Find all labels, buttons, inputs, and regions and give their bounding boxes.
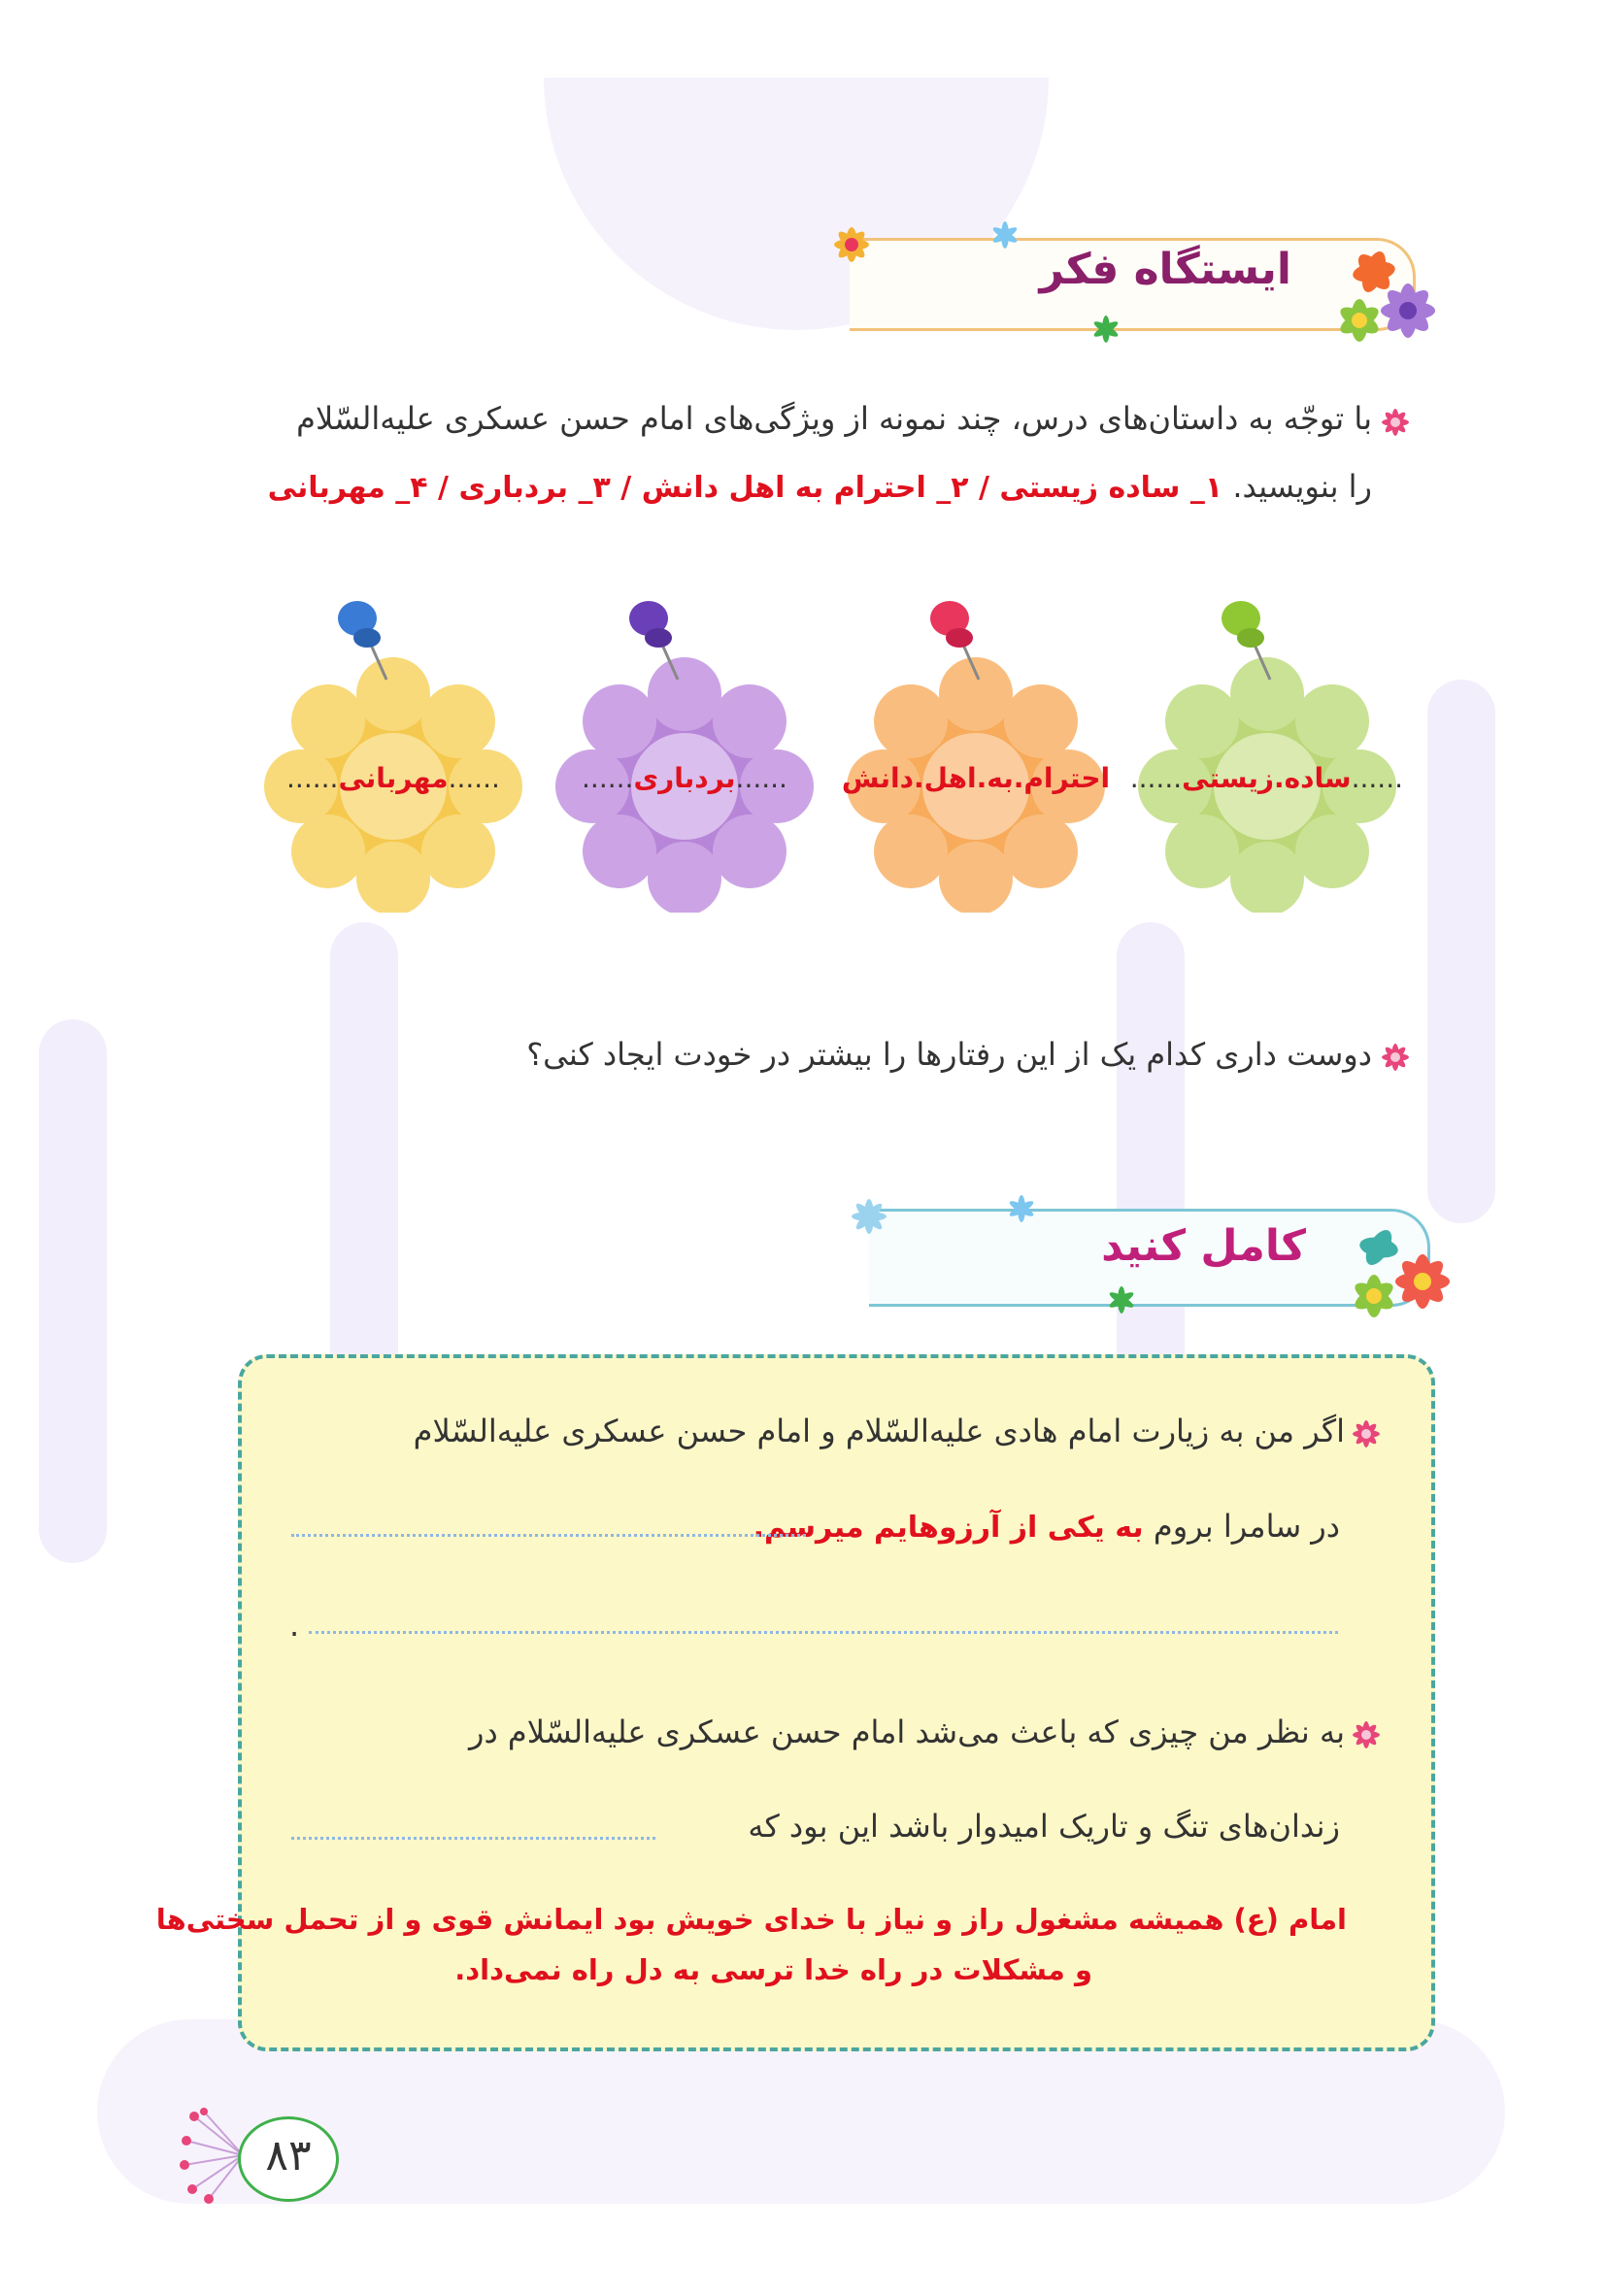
answer-dotted-line <box>291 1837 655 1840</box>
bullet-flower-icon <box>1379 1041 1412 1074</box>
dots: ...... <box>1129 762 1183 794</box>
pushpin-icon <box>330 597 398 684</box>
page-number: ۸۳ <box>265 2131 312 2180</box>
flower-label <box>257 762 529 794</box>
dots: ...... <box>735 762 787 794</box>
section1-title: ایستگاه فکر <box>1039 245 1291 294</box>
item1-answer: به یکی از آرزوهایم میرسم. <box>753 1511 1144 1545</box>
small-flower-icon <box>1105 1283 1138 1316</box>
answer-dotted-line <box>309 1631 1338 1634</box>
small-flower-icon <box>1005 1192 1038 1225</box>
item2-answer-line1: امام (ع) همیشه مشغول راز و نیاز با خدای خویش بود ایمانش قوی و از تحمل سختی‌ها <box>155 1903 1347 1936</box>
flower-label-text: بردباری <box>633 762 736 794</box>
item1-line1: اگر من به زیارت امام هادی علیه‌السّلام و امام حسن عسکری علیه‌السّلام <box>413 1413 1345 1449</box>
flower-label <box>549 762 820 794</box>
question1-line1: با توجّه به داستان‌های درس، چند نمونه از ویژگی‌های امام حسن عسکری علیه‌السّلام <box>296 400 1372 437</box>
item1-end: . <box>289 1607 300 1644</box>
flower-label-text: احترام.به.اهل.دانش <box>841 762 1111 794</box>
dots: ...... <box>448 762 500 794</box>
question1-line2-prefix: را بنویسید. <box>1232 468 1372 505</box>
pushpin-icon <box>621 597 689 684</box>
bullet-flower-icon <box>1350 1718 1383 1751</box>
pushpin-icon <box>922 597 990 684</box>
pushpin-icon <box>1214 597 1282 684</box>
section2-title: کامل کنید <box>1101 1221 1306 1271</box>
item2-answer-line2: و مشکلات در راه خدا ترسی به دل راه نمی‌داد. <box>454 1953 1092 1986</box>
item1-line2 <box>753 1508 1340 1545</box>
watermark-shape <box>1427 680 1495 1223</box>
item2-line1: به نظر من چیزی که باعث می‌شد امام حسن عسکری علیه‌السّلام در <box>469 1714 1345 1750</box>
question2-text: دوست داری کدام یک از این رفتارها را بیشتر در خودت ایجاد کنی؟ <box>526 1036 1372 1073</box>
question1-line2 <box>268 468 1372 505</box>
fill-in-box <box>238 1354 1435 2051</box>
bullet-flower-icon <box>1379 406 1412 439</box>
question1-answer: ۱_ ساده زیستی / ۲_ احترام به اهل دانش / ۳_ بردباری / ۴_ مهربانی <box>267 471 1223 505</box>
item1-line2-prefix: در سامرا بروم <box>1153 1508 1340 1545</box>
small-flower-icon <box>825 218 879 272</box>
answer-dotted-line <box>291 1534 806 1537</box>
small-flower-icon <box>988 218 1021 251</box>
bullet-flower-icon <box>1350 1417 1383 1450</box>
small-flower-icon <box>1089 313 1122 346</box>
dots: ...... <box>1351 762 1403 794</box>
flower-cluster-icon <box>1316 238 1452 359</box>
dots: ...... <box>286 762 339 794</box>
dots: ...... <box>582 762 634 794</box>
item2-line2: زندان‌های تنگ و تاریک امیدوار باشد این بود که <box>748 1808 1340 1845</box>
flower-label-text: ساده.زیستی <box>1182 762 1352 794</box>
flower-label <box>1131 762 1403 794</box>
flower-cluster-icon <box>1335 1209 1471 1330</box>
watermark-shape <box>39 1019 107 1563</box>
small-flower-icon <box>845 1192 893 1241</box>
flower-label-text: مهربانی <box>338 762 449 794</box>
flower-label <box>840 762 1112 794</box>
